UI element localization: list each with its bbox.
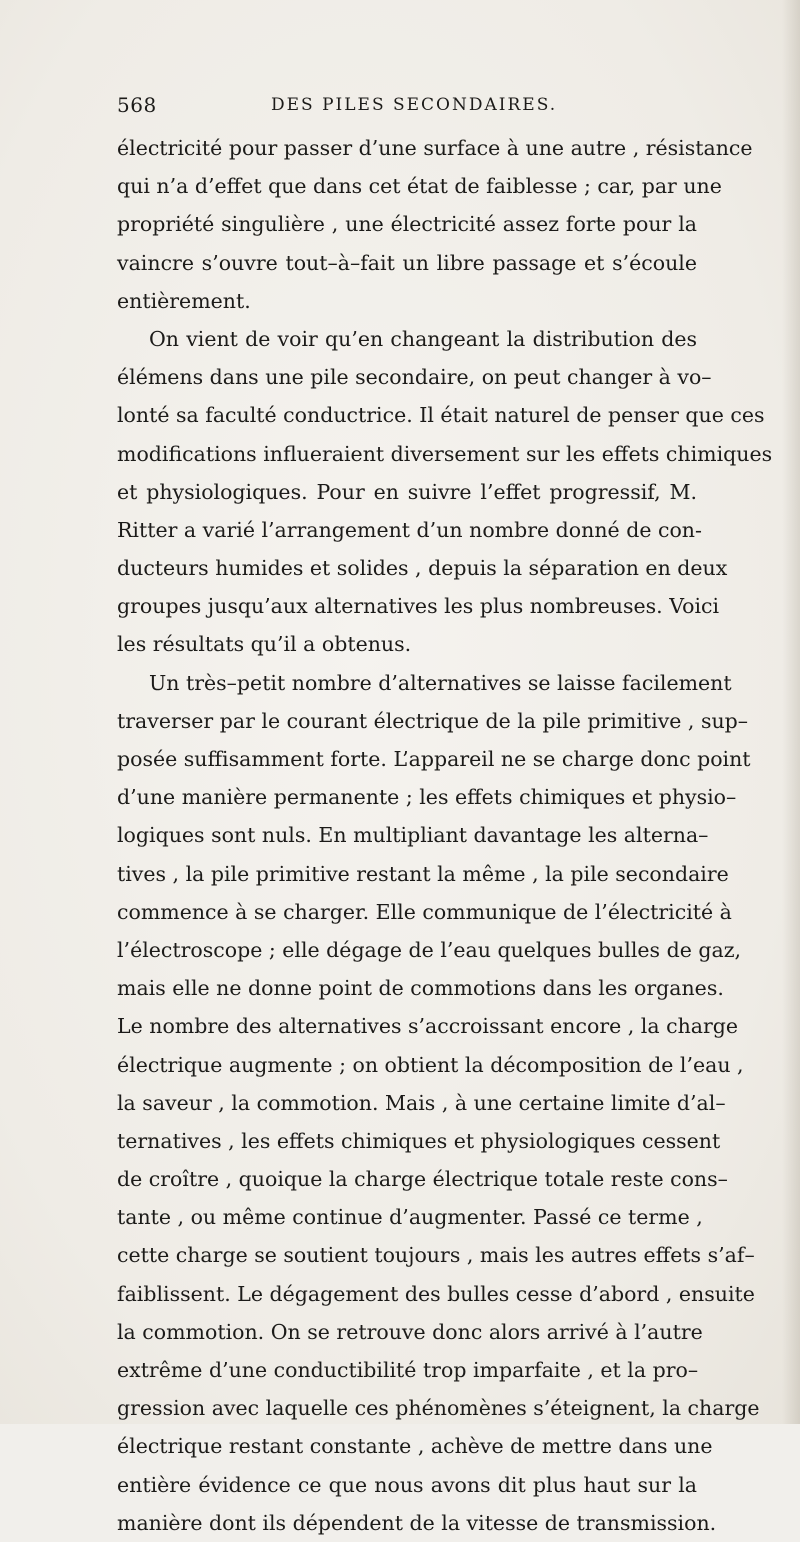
text-line: et physiologiques. Pour en suivre l’effet progressif, M. — [117, 479, 697, 504]
text-line: électrique augmente ; on obtient la décomposition de l’eau , — [117, 1052, 744, 1077]
text-line: posée suffisamment forte. L’appareil ne se charge donc point — [117, 747, 751, 771]
text-line: d’une manière permanente ; les effets chimiques et physio– — [117, 785, 737, 810]
text-line: faiblissent. Le dégagement des bulles cesse d’abord , ensuite — [117, 1281, 755, 1306]
text-line: groupes jusqu’aux alternatives les plus nombreuses. Voici — [117, 594, 720, 619]
text-line: propriété singulière , une électricité assez forte pour la — [117, 212, 697, 237]
text-line: logiques sont nuls. En multipliant davantage les alterna– — [117, 823, 709, 848]
text-line: cette charge se soutient toujours , mais les autres effets s’af– — [117, 1243, 755, 1268]
text-line: électrique restant constante , achève de mettre dans une — [117, 1434, 713, 1459]
text-line: modifications influeraient diversement sur les effets chimiques — [117, 441, 773, 466]
text-line: qui n’a d’effet que dans cet état de faiblesse ; car, par une — [117, 174, 722, 199]
text-line: gression avec laquelle ces phénomènes s’éteignent, la charge — [117, 1396, 760, 1421]
text-line: extrême d’une conductibilité trop imparfaite , et la pro– — [117, 1358, 699, 1382]
page-number: 568 — [117, 93, 157, 117]
page-header — [117, 93, 697, 123]
page-edge-shadow — [782, 0, 800, 1424]
text-line: commence à se charger. Elle communique de l’électricité à — [117, 899, 732, 924]
running-title: DES PILES SECONDAIRES. — [271, 95, 558, 115]
paragraph-start-line: Un très–petit nombre d’alternatives se laisse facilement — [149, 670, 732, 695]
text-line: l’électroscope ; elle dégage de l’eau quelques bulles de gaz, — [117, 937, 742, 962]
text-line: entièrement. — [117, 288, 251, 313]
text-line: entière évidence ce que nous avons dit plus haut sur la — [117, 1472, 697, 1497]
text-line: Ritter a varié l’arrangement d’un nombre donné de con- — [117, 517, 702, 542]
text-line: ternatives , les effets chimiques et physiologiques cessent — [117, 1128, 721, 1153]
paragraph-start-line: On vient de voir qu’en changeant la distribution des — [149, 326, 697, 351]
text-line: tante , ou même continue d’augmenter. Passé ce terme , — [117, 1205, 703, 1230]
text-line: mais elle ne donne point de commotions dans les organes. — [117, 976, 724, 1001]
text-line: électricité pour passer d’une surface à une autre , résistance — [117, 136, 753, 160]
text-line: vaincre s’ouvre tout–à–fait un libre passage et s’écoule — [117, 250, 697, 275]
text-line: manière dont ils dépendent de la vitesse de transmission. — [117, 1510, 717, 1535]
text-line: de croître , quoique la charge électrique totale reste cons– — [117, 1167, 728, 1192]
text-line: tives , la pile primitive restant la même , la pile secondaire — [117, 861, 729, 886]
text-line: lonté sa faculté conductrice. Il était naturel de penser que ces — [117, 403, 765, 428]
text-line: les résultats qu’il a obtenus. — [117, 632, 412, 657]
text-line: élémens dans une pile secondaire, on peut changer à vo– — [117, 365, 712, 390]
text-line: la saveur , la commotion. Mais , à une certaine limite d’al– — [117, 1090, 726, 1115]
text-line: traverser par le courant électrique de la pile primitive , sup– — [117, 708, 749, 733]
text-line: la commotion. On se retrouve donc alors arrivé à l’autre — [117, 1319, 703, 1344]
text-line: ducteurs humides et solides , depuis la séparation en deux — [117, 556, 728, 581]
text-line: Le nombre des alternatives s’accroissant encore , la charge — [117, 1014, 739, 1039]
body-text — [117, 129, 773, 1542]
